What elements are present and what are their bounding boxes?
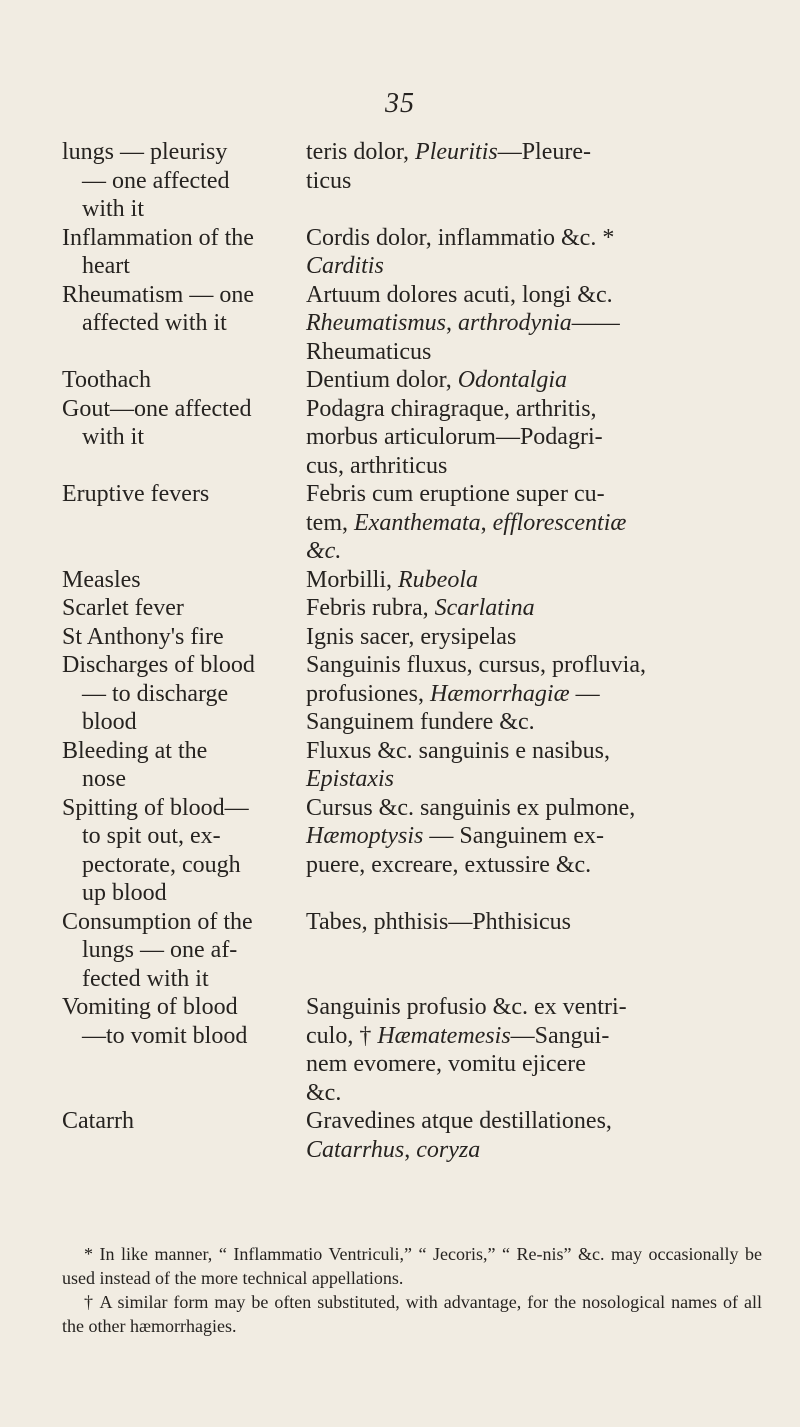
latin-line [306,537,782,566]
latin-text: cus, arthriticus [306,452,448,479]
english-term-line: Rheumatism — one [62,281,254,308]
latin-italic-term: efflorescentiæ [492,509,627,536]
latin-italic-term: Carditis [306,253,384,279]
latin-line [306,395,782,424]
latin-line [306,993,782,1022]
english-term-line: Discharges of blood [62,652,255,678]
latin-equivalent [306,594,782,623]
latin-text: —— [571,310,620,336]
glossary-entry [62,737,762,794]
latin-equivalent [306,1107,782,1164]
english-term-line: with it [82,196,145,222]
latin-text: Febris rubra, [306,595,435,621]
latin-line [306,452,782,481]
english-term-line: Bleeding at the [62,737,208,764]
english-term [62,794,306,908]
english-term-line: — to discharge [82,680,229,707]
latin-equivalent [306,623,782,652]
latin-text: &c. [306,1079,342,1106]
english-term-line: Spitting of blood— [62,794,249,821]
latin-italic-term: Hæmatemesis [377,1022,511,1049]
english-term-line: Toothach [62,367,151,393]
latin-text: Sanguinis profusio &c. ex ventri- [306,994,627,1020]
english-term [62,594,306,623]
english-term-line: Gout—one affected [62,395,252,422]
glossary-entry [62,281,762,367]
glossary-entry [62,594,762,623]
latin-italic-term: arthrodynia [458,310,572,336]
english-term [62,224,306,281]
footnotes [62,1242,762,1338]
english-term-line: Inflammation of the [62,224,254,251]
english-term-line: Measles [62,566,141,593]
latin-line [306,281,782,310]
latin-line [306,908,782,937]
english-term-line: heart [82,253,130,279]
english-term [62,993,306,1050]
latin-equivalent [306,566,782,595]
latin-text: Sanguinis fluxus, cursus, profluvia, [306,652,646,678]
latin-equivalent [306,480,782,566]
latin-italic-term: Rubeola [398,566,478,593]
latin-line [306,252,782,281]
glossary-entry [62,395,762,481]
latin-text: ticus [306,167,352,194]
latin-line [306,1079,782,1108]
latin-italic-term: Pleuritis [415,139,498,165]
english-term-line: Catarrh [62,1108,134,1134]
latin-text: — Sanguinem ex- [423,823,604,849]
latin-line [306,765,782,794]
latin-italic-term: Epistaxis [306,766,394,792]
latin-text: —Pleure- [497,139,592,165]
glossary-entry [62,993,762,1107]
latin-line [306,1022,782,1051]
latin-equivalent [306,138,782,195]
footnote-asterisk: * In like manner, “ Inflammatio Ventriculi,” “ Jecoris,” “ Re-nis” &c. may occasionally be used instead of the more technical appellations. [62,1244,762,1288]
latin-line [306,423,782,452]
english-term [62,908,306,994]
english-term [62,480,306,509]
english-term-line: with it [82,424,145,450]
latin-equivalent [306,224,782,281]
english-term [62,737,306,794]
glossary-entry [62,1107,762,1164]
english-term [62,366,306,395]
latin-text: — [569,680,600,707]
english-term [62,138,306,224]
latin-line [306,366,782,395]
glossary-entry [62,366,762,395]
latin-text: Sanguinem fundere &c. [306,709,535,735]
english-term-line: lungs — pleurisy [62,139,228,165]
english-term-line: St Anthony's fire [62,623,224,650]
latin-text: —Sangui- [510,1022,610,1049]
english-term [62,281,306,338]
english-term [62,1107,306,1136]
latin-italic-term: &c. [306,538,342,564]
latin-line [306,1107,782,1136]
latin-line [306,224,782,253]
latin-text: Gravedines atque destillationes, [306,1108,612,1134]
glossary-entry [62,908,762,994]
latin-line [306,651,782,680]
latin-line [306,309,782,338]
english-term-line: fected with it [82,965,209,992]
latin-text: teris dolor, [306,139,416,165]
latin-line [306,737,782,766]
latin-equivalent [306,794,782,880]
english-term-line: up blood [82,880,167,906]
latin-equivalent [306,281,782,367]
latin-italic-term: Catarrhus [306,1136,405,1163]
latin-text: Podagra chiragraque, arthritis, [306,395,597,422]
latin-line [306,566,782,595]
latin-line [306,480,782,509]
footnote-dagger: † A similar form may be often substituted, with advantage, for the nosological names of all the other hæmorrhagies. [62,1292,762,1336]
english-term-line: lungs — one af- [82,937,238,963]
english-term-line: nose [82,766,126,792]
english-term [62,651,306,737]
latin-italic-term: Odontalgia [457,367,568,393]
glossary-entry [62,224,762,281]
latin-italic-term: Hæmorrhagiæ [429,680,570,707]
english-term-line: Scarlet fever [62,595,184,621]
english-term-line: to spit out, ex- [82,823,221,849]
english-term-line: Eruptive fevers [62,481,210,507]
latin-equivalent [306,651,782,737]
latin-text: , [480,509,493,536]
latin-text: Febris cum eruptione super cu- [306,481,605,507]
latin-text: Dentium dolor, [306,367,458,393]
latin-line [306,794,782,823]
latin-text: Artuum dolores acuti, longi &c. [306,281,613,308]
english-term-line: — one affected [82,167,230,194]
glossary-entry [62,138,762,224]
english-term-line: Consumption of the [62,908,253,935]
latin-italic-term: Scarlatina [434,595,535,621]
glossary-entry [62,566,762,595]
latin-text: tem, [306,509,354,536]
latin-line [306,1136,782,1165]
glossary-entry [62,480,762,566]
latin-text: Cursus &c. sanguinis ex pulmone, [306,794,636,821]
latin-text: Morbilli, [306,566,399,593]
latin-equivalent [306,366,782,395]
glossary-table [62,138,762,1164]
latin-line [306,167,782,196]
english-term-line: pectorate, cough [82,851,241,878]
latin-text: Ignis sacer, erysipelas [306,623,517,650]
latin-equivalent [306,908,782,937]
latin-text: puere, excreare, extussire &c. [306,851,592,878]
english-term [62,623,306,652]
latin-text: Cordis dolor, inflammatio &c. * [306,224,615,251]
latin-equivalent [306,737,782,794]
latin-italic-term: Exanthemata [354,509,481,536]
english-term [62,395,306,452]
english-term [62,566,306,595]
latin-line [306,708,782,737]
latin-line [306,851,782,880]
latin-equivalent [306,993,782,1107]
english-term-line: —to vomit blood [82,1022,248,1049]
english-term-line: Vomiting of blood [62,994,238,1020]
latin-line [306,338,782,367]
latin-text: morbus articulorum—Podagri- [306,424,603,450]
latin-italic-term: Hæmoptysis [306,823,424,849]
latin-text: Fluxus &c. sanguinis e nasibus, [306,737,610,764]
english-term-line: affected with it [82,310,227,336]
latin-line [306,509,782,538]
latin-equivalent [306,395,782,481]
latin-text: Rheumaticus [306,338,432,365]
latin-line [306,680,782,709]
latin-text: profusiones, [306,680,430,707]
glossary-entry [62,651,762,737]
latin-line [306,822,782,851]
latin-text: culo, † [306,1022,378,1049]
latin-line [306,138,782,167]
english-term-line: blood [82,709,137,735]
latin-text: , [404,1136,417,1163]
glossary-entry [62,794,762,908]
latin-text: , [446,310,458,336]
latin-text: nem evomere, vomitu ejicere [306,1051,586,1077]
latin-italic-term: Rheumatismus [306,310,446,336]
glossary-entry [62,623,762,652]
latin-italic-term: coryza [416,1136,481,1163]
latin-line [306,594,782,623]
latin-line [306,1050,782,1079]
latin-text: Tabes, phthisis—Phthisicus [306,908,571,935]
page-number: 35 [385,88,415,119]
latin-line [306,623,782,652]
